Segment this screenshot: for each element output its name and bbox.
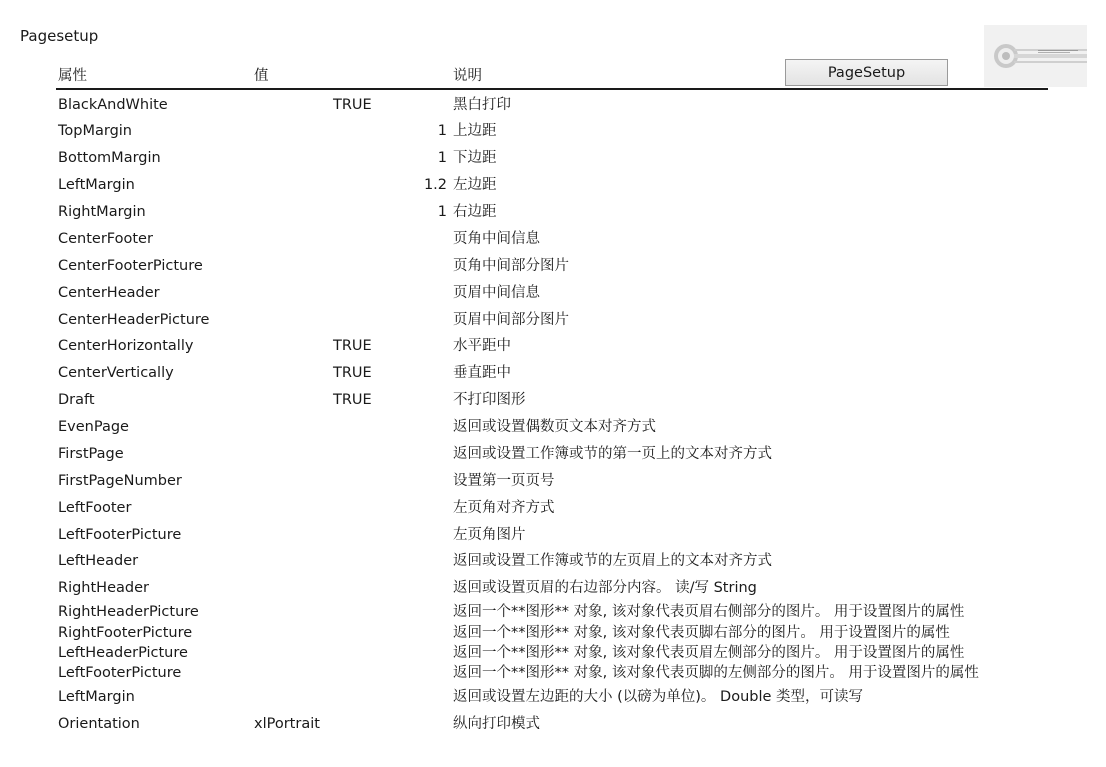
property-description: 上边距 (453, 123, 497, 139)
property-name: Draft (58, 392, 95, 408)
table-row (0, 175, 1106, 195)
property-description: 左边距 (453, 177, 497, 193)
property-name: RightFooterPicture (58, 625, 193, 641)
property-name: LeftHeaderPicture (58, 645, 188, 661)
logo-graphic (984, 25, 1087, 87)
property-name: CenterHorizontally (58, 338, 194, 354)
table-row (0, 471, 1106, 491)
property-description: 水平距中 (453, 338, 511, 354)
table-row (0, 498, 1106, 518)
property-description: 下边距 (453, 150, 497, 166)
table-row (0, 623, 1106, 643)
logo-image (984, 25, 1087, 87)
table-row (0, 444, 1106, 464)
property-value: TRUE (333, 365, 372, 381)
property-name: FirstPage (58, 446, 124, 462)
table-row (0, 578, 1106, 598)
table-row (0, 121, 1106, 141)
table-row (0, 148, 1106, 168)
header-description: 说明 (453, 68, 482, 84)
property-description: 纵向打印模式 (453, 716, 540, 732)
property-description: 左页角图片 (453, 527, 526, 543)
property-value: 1 (437, 204, 447, 220)
property-value: 1.2 (423, 177, 447, 193)
property-name: BottomMargin (58, 150, 161, 166)
property-description: 设置第一页页号 (453, 473, 555, 489)
property-name: RightHeader (58, 580, 149, 596)
header-value: 值 (254, 68, 269, 84)
table-row (0, 256, 1106, 276)
table-row (0, 283, 1106, 303)
sheet-title: Pagesetup (20, 27, 99, 45)
property-description: 不打印图形 (453, 392, 526, 408)
property-name: RightMargin (58, 204, 146, 220)
property-value: TRUE (333, 97, 372, 113)
table-row (0, 229, 1106, 249)
table-row (0, 310, 1106, 330)
property-description: 返回一个**图形** 对象, 该对象代表页眉左侧部分的图片。 用于设置图片的属性 (453, 645, 965, 661)
table-row (0, 525, 1106, 545)
property-name: CenterHeaderPicture (58, 312, 210, 328)
property-name: LeftFooterPicture (58, 527, 182, 543)
table-row (0, 551, 1106, 571)
property-name: LeftMargin (58, 689, 135, 705)
table-row (0, 363, 1106, 383)
table-row (0, 602, 1106, 622)
table-row (0, 336, 1106, 356)
property-description: 页角中间信息 (453, 231, 540, 247)
property-name: FirstPageNumber (58, 473, 182, 489)
property-description: 右边距 (453, 204, 497, 220)
property-value: TRUE (333, 338, 372, 354)
property-name: CenterFooter (58, 231, 153, 247)
header-underline (56, 88, 1048, 90)
property-name: CenterVertically (58, 365, 174, 381)
property-name: CenterHeader (58, 285, 160, 301)
property-name: LeftFooterPicture (58, 665, 182, 681)
pagesetup-button[interactable]: PageSetup (785, 59, 948, 86)
property-description: 返回或设置偶数页文本对齐方式 (453, 419, 656, 435)
property-name: LeftMargin (58, 177, 135, 193)
property-name: TopMargin (58, 123, 132, 139)
property-value: xlPortrait (254, 716, 320, 732)
property-name: BlackAndWhite (58, 97, 168, 113)
table-row (0, 643, 1106, 663)
table-row (0, 714, 1106, 734)
property-description: 返回一个**图形** 对象, 该对象代表页脚的左侧部分的图片。 用于设置图片的属性 (453, 665, 979, 681)
property-name: LeftFooter (58, 500, 132, 516)
property-description: 垂直距中 (453, 365, 511, 381)
property-description: 返回或设置工作簿或节的第一页上的文本对齐方式 (453, 446, 772, 462)
property-description: 返回一个**图形** 对象, 该对象代表页脚右部分的图片。 用于设置图片的属性 (453, 625, 950, 641)
table-row (0, 663, 1106, 683)
table-row (0, 687, 1106, 707)
property-description: 返回或设置工作簿或节的左页眉上的文本对齐方式 (453, 553, 772, 569)
property-name: EvenPage (58, 419, 129, 435)
property-name: CenterFooterPicture (58, 258, 203, 274)
property-name: RightHeaderPicture (58, 604, 199, 620)
property-description: 返回或设置页眉的右边部分内容。 读/写 String (453, 580, 757, 596)
header-property: 属性 (58, 68, 87, 84)
property-name: Orientation (58, 716, 140, 732)
table-row (0, 417, 1106, 437)
property-value: 1 (437, 150, 447, 166)
property-description: 返回或设置左边距的大小 (以磅为单位)。 Double 类型，可读写 (453, 689, 864, 705)
table-row (0, 95, 1106, 115)
property-value: 1 (437, 123, 447, 139)
property-name: LeftHeader (58, 553, 139, 569)
property-description: 左页角对齐方式 (453, 500, 555, 516)
table-row (0, 390, 1106, 410)
property-description: 黑白打印 (453, 97, 511, 113)
table-row (0, 202, 1106, 222)
property-description: 返回一个**图形** 对象, 该对象代表页眉右侧部分的图片。 用于设置图片的属性 (453, 604, 965, 620)
property-description: 页眉中间部分图片 (453, 312, 569, 328)
property-value: TRUE (333, 392, 372, 408)
property-description: 页眉中间信息 (453, 285, 540, 301)
property-description: 页角中间部分图片 (453, 258, 569, 274)
